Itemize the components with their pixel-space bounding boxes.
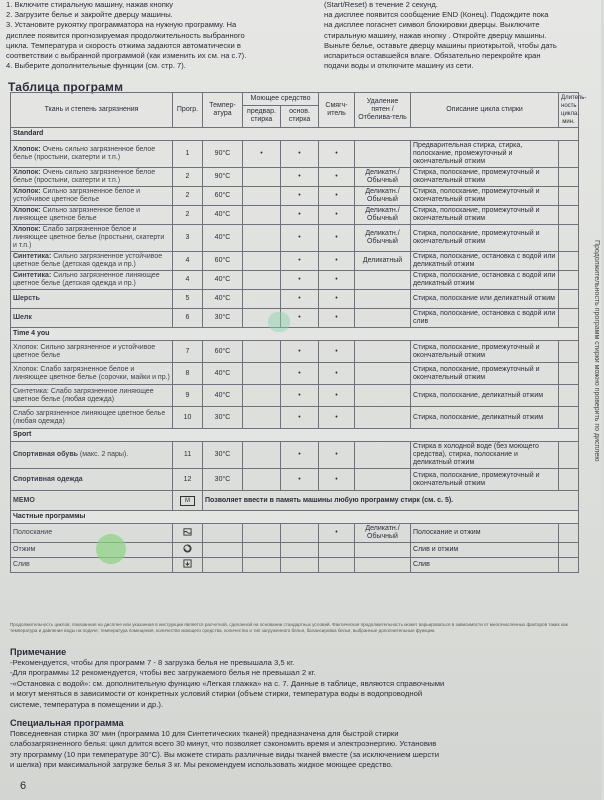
stain-removal (355, 469, 411, 491)
duration (559, 225, 579, 252)
intro-line: 2. Загрузите белье и закройте дверцу машины. (6, 10, 173, 20)
mainwash-mark: • (281, 225, 319, 252)
fabric-cell: Хлопок: Сильно загрязненное и устойчивое цветное белье (11, 341, 173, 363)
fabric-detail: (макс. 2 пары). (77, 451, 129, 458)
fabric-cell (11, 290, 173, 309)
fabric-type: Спортивная одежда (13, 475, 83, 483)
stain-removal: Деликатн./ Обычный (355, 225, 411, 252)
softener-mark: • (319, 341, 355, 363)
stain-removal (355, 141, 411, 168)
mainwash-mark: • (281, 252, 319, 271)
memo-label: MEMO (11, 491, 173, 511)
mainwash-mark: • (281, 407, 319, 429)
note-line: системе, температура в помещении и др.). (10, 699, 164, 709)
duration (559, 290, 579, 309)
fabric-type: Синтетика: (13, 272, 52, 279)
duration (559, 363, 579, 385)
prewash-mark (243, 363, 281, 385)
fabric-cell: Слабо загрязненное линяющее цветное белье (любая одежда) (11, 407, 173, 429)
fabric-cell (11, 206, 173, 225)
intro-line: на дисплее погаснет символ блокировки дверцы. Выключите (324, 20, 540, 30)
section-private-label: Частные программы (11, 511, 579, 524)
spin-icon (173, 543, 203, 558)
fabric-type: Синтетика: (13, 253, 52, 260)
fabric-type: Хлопок: (13, 226, 41, 233)
program-number: 7 (173, 341, 203, 363)
header-duration: Длитель-ность цикла, мин. (559, 93, 579, 128)
softener-mark (319, 543, 355, 558)
fabric-cell (11, 469, 173, 491)
cycle-description: Стирка, полоскание, промежуточный и окончательный отжим (411, 168, 559, 187)
stain-removal (355, 442, 411, 469)
program-number: 2 (173, 168, 203, 187)
fabric-cell (11, 225, 173, 252)
fabric-detail: Очень сильно загрязненное белое белье (простыни, скатерти и т.п.) (13, 169, 156, 184)
program-number: 9 (173, 385, 203, 407)
softener-mark: • (319, 187, 355, 206)
section-time4you-row (11, 328, 579, 341)
intro-text (6, 0, 600, 82)
side-note: Продолжительность программ стирки можно проверить по дисплею (593, 240, 600, 462)
program-number: 4 (173, 252, 203, 271)
mainwash-mark: • (281, 187, 319, 206)
stain-removal: Деликатн./ Обычный (355, 206, 411, 225)
intro-line: на дисплее появится сообщение END (Конец). Подождите пока (324, 10, 549, 20)
special-line: и шелка) при максимальной загрузке белья 3 кг. Мы рекомендуем использовать жидкое моющее средство. (10, 760, 393, 770)
fabric-detail: Очень сильно загрязненное белое белье (простыни, скатерти и т.п.) (13, 146, 156, 161)
temperature: 40°C (203, 225, 243, 252)
intro-line: соответствии с выбранной программой (как изменить их см. на с.7). (6, 51, 247, 61)
program-number: 5 (173, 290, 203, 309)
intro-line: Выньте белье, оставьте дверцу машины приоткрытой, чтобы дать (324, 40, 557, 50)
mainwash-mark: • (281, 341, 319, 363)
section-private-row (11, 511, 579, 524)
softener-mark (319, 558, 355, 573)
prewash-mark (243, 407, 281, 429)
softener-mark: • (319, 407, 355, 429)
table-row (11, 385, 579, 407)
stain-mark (268, 312, 290, 332)
fabric-cell: Синтетика: Слабо загрязненное линяющее цветное белье (любая одежда) (11, 385, 173, 407)
intro-left-column (6, 0, 296, 71)
fabric-detail: Слабо загрязненное белое и линяющее цветное белье (простыни, скатерти и т.п.) (13, 226, 165, 249)
cycle-description: Стирка, полоскание, остановка с водой или деликатный отжим (411, 271, 559, 290)
mainwash-mark (281, 543, 319, 558)
intro-line: испариться оставшейся влаге. Обязательно перекройте кран (324, 51, 541, 61)
table-row (11, 558, 579, 573)
table-row (11, 141, 579, 168)
temperature: 40°C (203, 385, 243, 407)
drain-icon (183, 559, 192, 568)
prewash-mark (243, 524, 281, 543)
fabric-cell (11, 141, 173, 168)
table-row (11, 469, 579, 491)
memo-icon: M (180, 496, 195, 506)
cycle-description: Стирка, полоскание, деликатный отжим (411, 385, 559, 407)
intro-right-column (324, 0, 604, 71)
intro-line: 4. Выберите дополнительные функции (см. стр. 7). (6, 61, 186, 71)
duration (559, 271, 579, 290)
softener-mark: • (319, 309, 355, 328)
cycle-description: Предварительная стирка, стирка, полоскание, промежуточный и окончательный отжим (411, 141, 559, 168)
table-row (11, 252, 579, 271)
fabric-type: Хлопок: (13, 188, 41, 195)
special-line: Повседневная стирка 30' мин (программа 10 для Синтетических тканей) предназначена для быстрой стирки (10, 729, 399, 738)
temperature: 90°C (203, 141, 243, 168)
program-number: 12 (173, 469, 203, 491)
mainwash-mark: • (281, 309, 319, 328)
table-footnote: Продолжительность циклов, показанная на дисплее или указанная в инструкции является расчетной, сделанной на основании стандартных условий. Фактическая продолжительность может варьироваться в зависимости от многочисленных факторов таких как температура и давление воды на подаче, температура помещения, количество моющего средства, количество и тип загруженного белья, балансировка белья, выбранные дополнительные функции. (10, 622, 568, 633)
prewash-mark (243, 187, 281, 206)
note-line: -Рекомендуется, чтобы для программ 7 - 8 загрузка белья не превышала 3,5 кг. (10, 658, 295, 667)
prewash-mark (243, 469, 281, 491)
duration (559, 187, 579, 206)
softener-mark: • (319, 206, 355, 225)
temperature (203, 558, 243, 573)
table-row (11, 290, 579, 309)
program-number: 3 (173, 225, 203, 252)
prewash-mark (243, 206, 281, 225)
intro-line: дисплее появится прогнозируемая продолжительность выбранного (6, 30, 245, 40)
stain-removal (355, 385, 411, 407)
section-sport-label: Sport (11, 429, 579, 442)
fabric-type: Шелк (13, 314, 32, 321)
table-row (11, 442, 579, 469)
fabric-cell: Хлопок: Слабо загрязненное белое и линяющее цветное белье (сорочки, майки и пр.) (11, 363, 173, 385)
note-line: -Для программы 12 рекомендуется, чтобы вес загружаемого белья не превышал 2 кг. (10, 668, 316, 678)
fabric-detail: Сильно загрязненное белое и устойчивое цветное белье (13, 188, 141, 203)
duration (559, 543, 579, 558)
program-table (10, 92, 587, 573)
intro-line: 3. Установите рукоятку программатора на нужную программу. На (6, 20, 237, 30)
mainwash-mark (281, 524, 319, 543)
program-number: 11 (173, 442, 203, 469)
cycle-description: Стирка в холодной воде (без моющего средства), стирка, полоскание и деликатный отжим (411, 442, 559, 469)
cycle-description: Стирка, полоскание, деликатный отжим (411, 407, 559, 429)
softener-mark: • (319, 469, 355, 491)
prewash-mark (243, 290, 281, 309)
stain-removal: Деликатный (355, 252, 411, 271)
table-row (11, 363, 579, 385)
header-description: Описание цикла стирки (411, 93, 559, 128)
stain-removal: Деликатн./ Обычный (355, 187, 411, 206)
section-standard-label: Standard (11, 128, 579, 141)
fabric-detail: Сильно загрязненное устойчивое цветное белье (детская одежда и пр.) (13, 253, 163, 268)
softener-mark: • (319, 385, 355, 407)
section-time4you-label: Time 4 you (11, 328, 579, 341)
memo-badge-cell (173, 491, 203, 511)
duration (559, 309, 579, 328)
softener-mark: • (319, 252, 355, 271)
mainwash-mark: • (281, 206, 319, 225)
fabric-cell (11, 252, 173, 271)
stain-removal (355, 407, 411, 429)
table-row (11, 524, 579, 543)
intro-line: (Start/Reset) в течение 2 секунд. (324, 0, 438, 9)
temperature: 40°C (203, 363, 243, 385)
cycle-description: Полоскание и отжим (411, 524, 559, 543)
softener-mark: • (319, 524, 355, 543)
duration (559, 341, 579, 363)
memo-description: Позволяет ввести в память машины любую программу стирк (см. с. 5). (203, 491, 579, 511)
fabric-cell (11, 271, 173, 290)
duration (559, 141, 579, 168)
fabric-type: Спортивная обувь (13, 451, 78, 458)
fabric-type: Хлопок: (13, 169, 41, 176)
section-sport-row (11, 429, 579, 442)
note-line: и могут меняться в зависимости от конкретных условий стирки (объем стирки, температура воды в водопроводной (10, 689, 423, 699)
header-fabric: Ткань и степень загрязнения (11, 93, 173, 128)
header-temperature: Темпер-атура (203, 93, 243, 128)
duration (559, 168, 579, 187)
softener-mark: • (319, 442, 355, 469)
stain-removal: Деликатн./ Обычный (355, 168, 411, 187)
program-number: 10 (173, 407, 203, 429)
drain-icon (173, 558, 203, 573)
header-stain-removal: Удаление пятен / Отбелива-тель (355, 93, 411, 128)
prewash-mark (243, 252, 281, 271)
temperature: 30°C (203, 442, 243, 469)
stain-removal: Деликатн./ Обычный (355, 524, 411, 543)
fabric-type: Хлопок: (13, 146, 41, 153)
program-number: 4 (173, 271, 203, 290)
cycle-description: Стирка, полоскание, промежуточный и окончательный отжим (411, 363, 559, 385)
header-softener: Смягч-итель (319, 93, 355, 128)
softener-mark: • (319, 141, 355, 168)
prewash-mark: • (243, 141, 281, 168)
softener-mark: • (319, 363, 355, 385)
intro-line: цикла. Температура и скорость отжима задаются автоматически в (6, 40, 241, 50)
mainwash-mark: • (281, 469, 319, 491)
stain-removal (355, 341, 411, 363)
mainwash-mark: • (281, 442, 319, 469)
intro-line: стиральную машину, нажав кнопку . Откройте дверцу машины. (324, 30, 547, 40)
page-title: Таблица программ (8, 80, 124, 94)
table-row (11, 271, 579, 290)
fabric-cell: Полоскание (11, 524, 173, 543)
special-line: слабозагрязненного белья: цикл длится всего 30 минут, что позволяет сэкономить время и электроэнергию. Установив (10, 739, 437, 749)
fabric-cell: Отжим (11, 543, 173, 558)
prewash-mark (243, 225, 281, 252)
special-line: эту программу (10 при температуре 30°C). Вы можете стирать различные виды тканей вместе (за исключением шерсти (10, 749, 439, 759)
duration (559, 442, 579, 469)
fabric-type: Шерсть (13, 295, 40, 302)
temperature: 60°C (203, 341, 243, 363)
prewash-mark (243, 543, 281, 558)
prewash-mark (243, 271, 281, 290)
note-line: -«Остановка с водой»: см. дополнительную функцию «Легкая глажка» на с. 7. Данные в таблице, являются справочными (10, 678, 445, 688)
table-row (11, 407, 579, 429)
intro-line: 1. Включите стиральную машину, нажав кнопку (6, 0, 174, 9)
table-row (11, 168, 579, 187)
prewash-mark (243, 385, 281, 407)
cycle-description: Стирка, полоскание или деликатный отжим (411, 290, 559, 309)
fabric-cell: Слив (11, 558, 173, 573)
cycle-description: Слив и отжим (411, 543, 559, 558)
section-standard-row (11, 128, 579, 141)
header-mainwash: основ. стирка (281, 105, 319, 127)
prewash-mark (243, 168, 281, 187)
intro-line: подачи воды и отключите машину из сети. (324, 61, 474, 71)
notes-title: Примечание (10, 647, 67, 657)
page-number: 6 (20, 780, 27, 792)
program-number: 1 (173, 141, 203, 168)
duration (559, 407, 579, 429)
temperature: 60°C (203, 187, 243, 206)
mainwash-mark: • (281, 271, 319, 290)
spin-icon (183, 544, 192, 553)
softener-mark: • (319, 168, 355, 187)
stain-removal (355, 309, 411, 328)
temperature (203, 543, 243, 558)
program-number: 6 (173, 309, 203, 328)
special-program-section (10, 718, 590, 771)
softener-mark: • (319, 225, 355, 252)
cycle-description: Стирка, полоскание, промежуточный и окончательный отжим (411, 341, 559, 363)
rinse-icon (173, 524, 203, 543)
table-row (11, 187, 579, 206)
mainwash-mark: • (281, 385, 319, 407)
stain-removal (355, 290, 411, 309)
table-row (11, 225, 579, 252)
fabric-cell (11, 309, 173, 328)
program-number: 2 (173, 206, 203, 225)
stain-removal (355, 271, 411, 290)
fabric-detail: Сильно загрязненное белое и линяющее цветное белье (13, 207, 141, 222)
highlight-mark (96, 534, 126, 564)
cycle-description: Стирка, полоскание, промежуточный и окончательный отжим (411, 469, 559, 491)
program-number: 8 (173, 363, 203, 385)
duration (559, 206, 579, 225)
header-detergent: Моющее средство (243, 93, 319, 106)
prewash-mark (243, 558, 281, 573)
duration (559, 524, 579, 543)
temperature: 40°C (203, 290, 243, 309)
prewash-mark (243, 442, 281, 469)
fabric-cell (11, 442, 173, 469)
cycle-description: Слив (411, 558, 559, 573)
stain-removal (355, 543, 411, 558)
rinse-icon (183, 527, 192, 536)
temperature (203, 524, 243, 543)
duration (559, 385, 579, 407)
duration (559, 558, 579, 573)
notes-section (10, 647, 585, 710)
duration (559, 252, 579, 271)
temperature: 90°C (203, 168, 243, 187)
temperature: 40°C (203, 271, 243, 290)
temperature: 30°C (203, 469, 243, 491)
fabric-cell (11, 187, 173, 206)
special-title: Специальная программа (10, 718, 124, 728)
memo-row (11, 491, 579, 511)
fabric-detail: Сильно загрязненное линяющее цветное белье (детская одежда и пр.) (13, 272, 160, 287)
cycle-description: Стирка, полоскание, промежуточный и окончательный отжим (411, 187, 559, 206)
duration (559, 469, 579, 491)
fabric-cell (11, 168, 173, 187)
mainwash-mark (281, 558, 319, 573)
mainwash-mark: • (281, 168, 319, 187)
temperature: 30°C (203, 407, 243, 429)
header-program: Прогр. (173, 93, 203, 128)
fabric-type: Хлопок: (13, 207, 41, 214)
table-row (11, 206, 579, 225)
header-prewash: предвар. стирка (243, 105, 281, 127)
cycle-description: Стирка, полоскание, остановка с водой или слив (411, 309, 559, 328)
softener-mark: • (319, 290, 355, 309)
cycle-description: Стирка, полоскание, промежуточный и окончательный отжим (411, 206, 559, 225)
table-row (11, 341, 579, 363)
stain-removal (355, 558, 411, 573)
temperature: 60°C (203, 252, 243, 271)
mainwash-mark: • (281, 290, 319, 309)
prewash-mark (243, 341, 281, 363)
temperature: 40°C (203, 206, 243, 225)
table-row (11, 309, 579, 328)
mainwash-mark: • (281, 363, 319, 385)
cycle-description: Стирка, полоскание, промежуточный и окончательный отжим (411, 225, 559, 252)
program-number: 2 (173, 187, 203, 206)
stain-removal (355, 363, 411, 385)
mainwash-mark: • (281, 141, 319, 168)
softener-mark: • (319, 271, 355, 290)
cycle-description: Стирка, полоскание, остановка с водой или деликатный отжим (411, 252, 559, 271)
temperature: 30°C (203, 309, 243, 328)
